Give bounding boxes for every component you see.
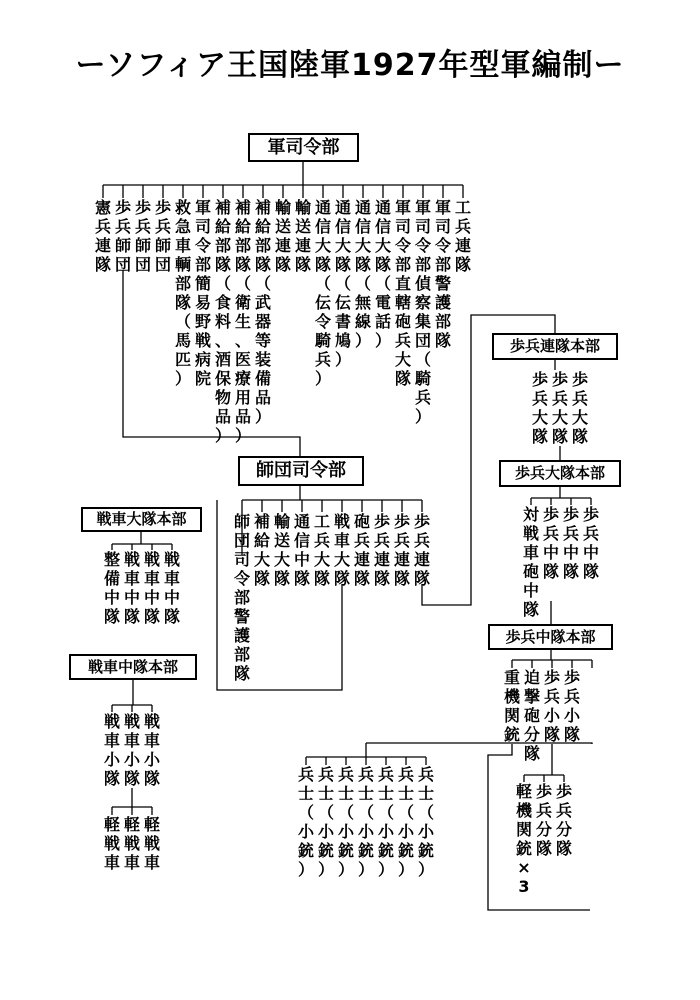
army-unit: 救 急 車 輌 部 隊 （ 馬 匹 ）: [174, 198, 191, 388]
soldier-unit: 兵 士 （ 小 銃 ）: [357, 765, 374, 879]
tank-company-unit: 戦 車 小 隊: [123, 712, 140, 788]
soldier-unit: 兵 士 （ 小 銃 ）: [377, 765, 394, 879]
regiment-unit: 歩 兵 大 隊: [551, 370, 568, 446]
soldier-unit: 兵 士 （ 小 銃 ）: [317, 765, 334, 879]
soldier-unit: 兵 士 （ 小 銃 ）: [417, 765, 434, 879]
army-hq-box: 軍司令部: [248, 133, 359, 162]
division-unit: 師 団 司 令 部 警 護 部 隊: [233, 512, 250, 683]
battalion-hq-box: 歩兵大隊本部: [499, 460, 621, 487]
division-unit: 工 兵 大 隊: [313, 512, 330, 588]
page-title: ーソフィア王国陸軍1927年型軍編制ー: [75, 48, 625, 83]
battalion-unit: 歩 兵 中 隊: [562, 505, 579, 581]
tank-unit: 軽 戦 車: [143, 815, 160, 872]
tank-battalion-unit: 整 備 中 隊: [103, 550, 120, 626]
army-unit: 工 兵 連 隊: [454, 198, 471, 274]
tank-company-unit: 戦 車 小 隊: [103, 712, 120, 788]
regiment-unit: 歩 兵 大 隊: [571, 370, 588, 446]
division-unit: 戦 車 大 隊: [333, 512, 350, 588]
platoon-unit: 歩 兵 分 隊: [555, 782, 572, 858]
tank-battalion-unit: 戦 車 中 隊: [143, 550, 160, 626]
regiment-unit: 歩 兵 大 隊: [531, 370, 548, 446]
army-unit: 軍 司 令 部 直 轄 砲 兵 大 隊: [394, 198, 411, 388]
army-unit: 憲 兵 連 隊: [94, 198, 111, 274]
army-unit: 補 給 部 隊 （ 衛 生 、 医 療 用 品 ）: [234, 198, 251, 445]
army-unit: 軍 司 令 部 警 護 部 隊: [434, 198, 451, 350]
battalion-unit: 対 戦 車 砲 中 隊: [522, 505, 539, 619]
soldier-unit: 兵 士 （ 小 銃 ）: [337, 765, 354, 879]
company-unit: 歩 兵 小 隊: [543, 668, 560, 744]
division-unit: 補 給 大 隊: [253, 512, 270, 588]
division-unit: 通 信 中 隊: [293, 512, 310, 588]
tank-battalion-unit: 戦 車 中 隊: [163, 550, 180, 626]
division-unit: 歩 兵 連 隊: [373, 512, 390, 588]
army-unit: 通 信 大 隊 （ 伝 令 騎 兵 ）: [314, 198, 331, 388]
army-unit: 輸 送 連 隊: [294, 198, 311, 274]
tank-battalion-hq-box: 戦車大隊本部: [81, 507, 202, 532]
army-unit: 通 信 大 隊 （ 電 話 ）: [374, 198, 391, 350]
platoon-unit: 歩 兵 分 隊: [535, 782, 552, 858]
army-unit: 軍 司 令 部 偵 察 集 団 （ 騎 兵 ）: [414, 198, 431, 426]
division-unit: 歩 兵 連 隊: [413, 512, 430, 588]
army-unit: 歩 兵 師 団: [134, 198, 151, 274]
tank-company-unit: 戦 車 小 隊: [143, 712, 160, 788]
soldier-unit: 兵 士 （ 小 銃 ）: [297, 765, 314, 879]
company-unit: 迫 撃 砲 分 隊: [523, 668, 540, 763]
army-unit: 補 給 部 隊 （ 武 器 等 装 備 品 ）: [254, 198, 271, 426]
army-unit: 軍 司 令 部 簡 易 野 戦 病 院: [194, 198, 211, 388]
tank-unit: 軽 戦 車: [103, 815, 120, 872]
army-unit: 補 給 部 隊 （ 食 料 、 酒 保 物 品 ）: [214, 198, 231, 445]
division-unit: 輸 送 大 隊: [273, 512, 290, 588]
tank-company-hq-box: 戦車中隊本部: [69, 654, 197, 680]
army-unit: 輸 送 連 隊: [274, 198, 291, 274]
division-hq-box: 師団司令部: [238, 456, 364, 486]
battalion-unit: 歩 兵 中 隊: [542, 505, 559, 581]
division-unit: 砲 兵 連 隊: [353, 512, 370, 588]
division-unit: 歩 兵 連 隊: [393, 512, 410, 588]
army-unit: 歩 兵 師 団: [154, 198, 171, 274]
company-unit: 重 機 関 銃: [503, 668, 520, 744]
company-unit: 歩 兵 小 隊: [563, 668, 580, 744]
regiment-hq-box: 歩兵連隊本部: [492, 333, 618, 360]
army-unit: 歩 兵 師 団: [114, 198, 131, 274]
army-unit: 通 信 大 隊 （ 無 線 ）: [354, 198, 371, 350]
soldier-unit: 兵 士 （ 小 銃 ）: [397, 765, 414, 879]
tank-battalion-unit: 戦 車 中 隊: [123, 550, 140, 626]
platoon-unit: 軽 機 関 銃 × 3: [515, 782, 532, 896]
army-unit: 通 信 大 隊 （ 伝 書 鳩 ）: [334, 198, 351, 369]
company-hq-box: 歩兵中隊本部: [488, 624, 613, 650]
battalion-unit: 歩 兵 中 隊: [582, 505, 599, 581]
tank-unit: 軽 戦 車: [123, 815, 140, 872]
